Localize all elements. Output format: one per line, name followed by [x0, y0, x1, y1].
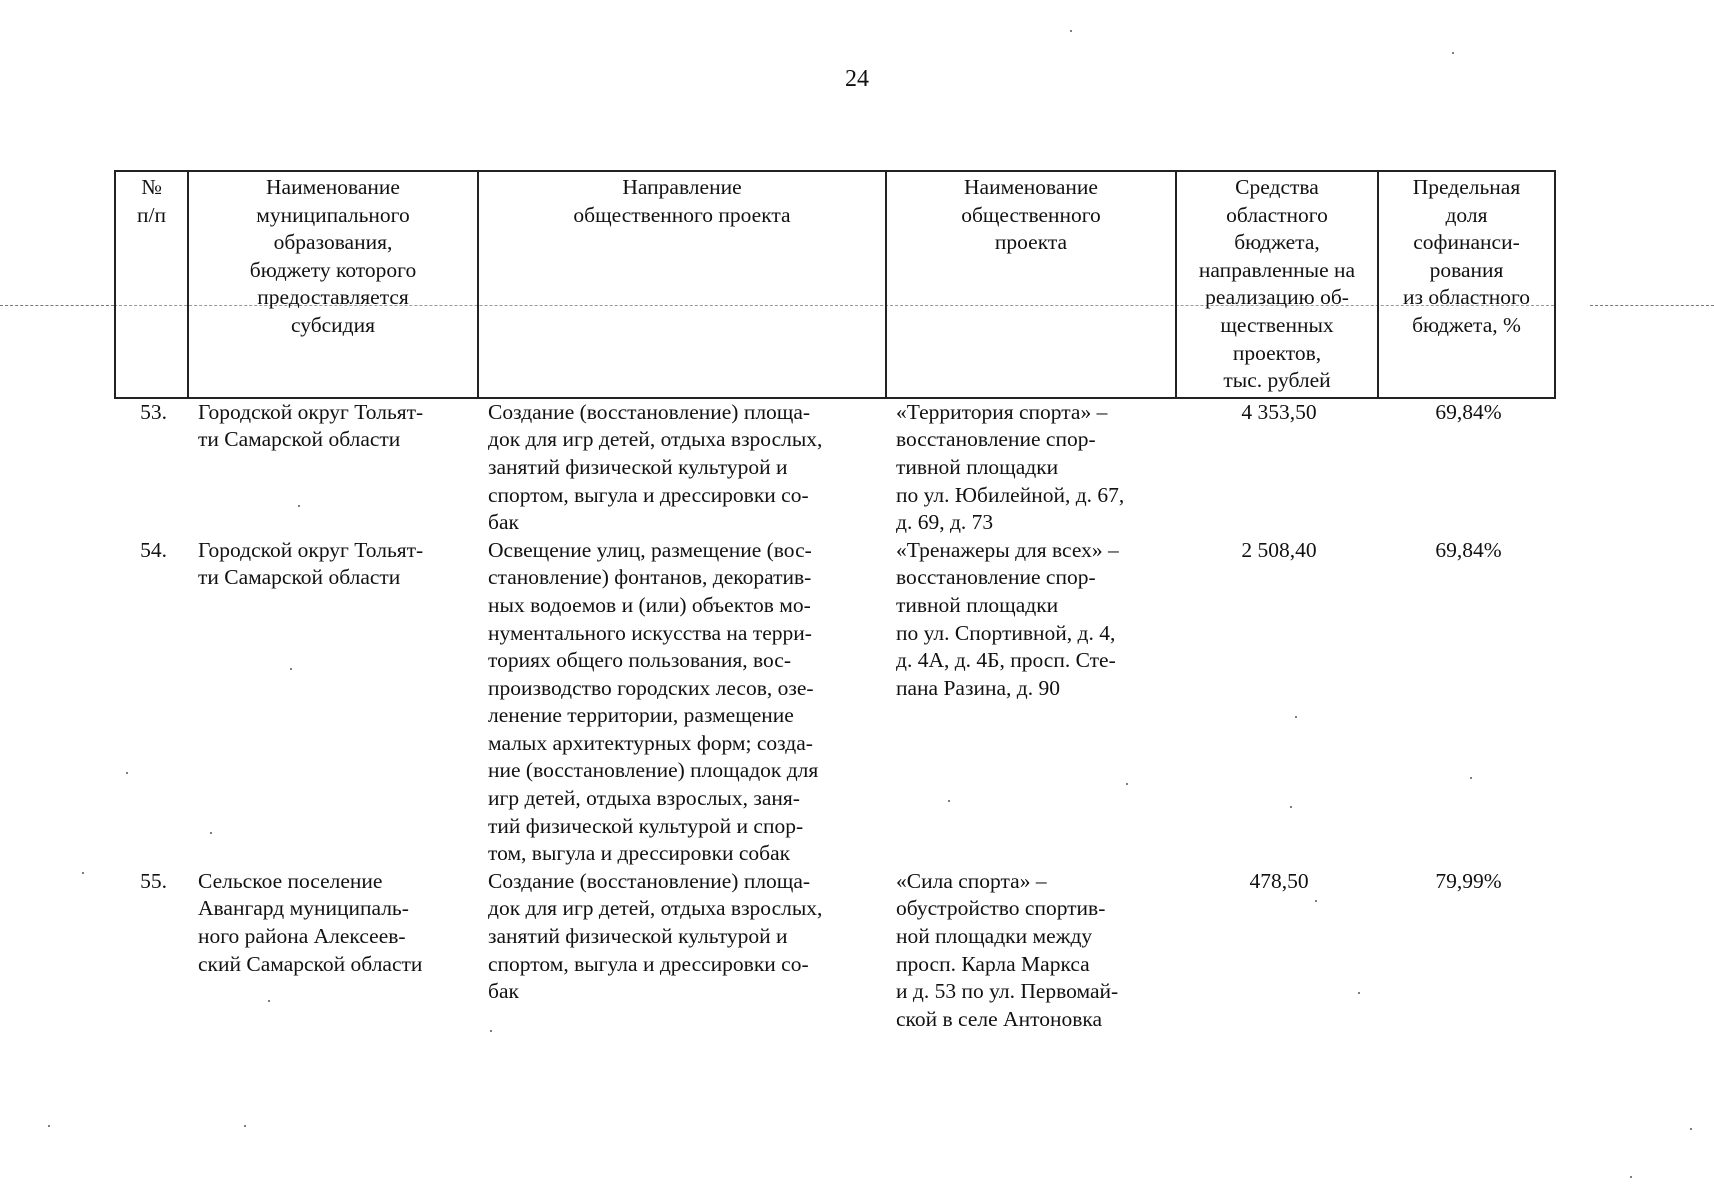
scan-speck	[290, 668, 292, 670]
row-share: 79,99%	[1435, 868, 1502, 893]
header-project-name: Наименование общественного проекта	[886, 171, 1176, 398]
row-direction: Освещение улиц, размещение (вос- становление) фонтанов, декоратив- ных водоемов и (или) объектов мо- нументального искусства на терри- ториях общего пользования, вос- производство городских лесов, озе- ленение территории, размещение малых архитектурных форм; созда- ние (восстановление) площадок для игр детей, отдыха взрослых, заня- тий физической культурой и спор- том, выгула и дрессировки собак	[488, 537, 819, 866]
scan-speck	[1315, 900, 1317, 902]
scan-speck	[244, 1125, 246, 1127]
row-amount: 4 353,50	[1241, 399, 1317, 424]
scan-speck	[490, 1030, 492, 1032]
table-header-row	[115, 171, 1555, 398]
scan-speck	[268, 1000, 270, 1002]
subsidy-table	[114, 170, 1556, 1033]
scan-speck	[1070, 30, 1072, 32]
row-project: «Территория спорта» – восстановление спор- тивной площадки по ул. Юбилейной, д. 67, д. 69, д. 73	[896, 399, 1125, 535]
scan-speck	[210, 832, 212, 834]
scan-speck	[82, 872, 84, 874]
scan-speck	[948, 800, 950, 802]
header-number: № п/п	[115, 171, 188, 398]
scan-speck	[1630, 1176, 1632, 1178]
row-share: 69,84%	[1435, 537, 1502, 562]
row-amount: 478,50	[1249, 868, 1309, 893]
table-row	[115, 398, 1555, 537]
scan-speck	[1295, 716, 1297, 718]
page-number: 24	[845, 66, 869, 92]
scan-speck	[48, 1125, 50, 1127]
scan-speck	[1126, 783, 1128, 785]
header-cofinancing-share: Предельная доля софинанси- рования из областного бюджета, %	[1378, 171, 1555, 398]
header-budget-funds: Средства областного бюджета, направленные на реализацию об- щественных проектов, тыс. рублей	[1176, 171, 1378, 398]
row-municipality: Городской округ Тольят- ти Самарской области	[198, 399, 424, 452]
header-direction: Направление общественного проекта	[478, 171, 886, 398]
scan-speck	[1690, 1128, 1692, 1130]
scan-speck	[298, 505, 300, 507]
scan-dash-line-left	[0, 305, 114, 306]
row-amount: 2 508,40	[1241, 537, 1317, 562]
row-share: 69,84%	[1435, 399, 1502, 424]
row-project: «Сила спорта» – обустройство спортив- ной площадки между просп. Карла Маркса и д. 53 по ул. Первомай- ской в селе Антоновка	[896, 868, 1119, 1031]
scan-speck	[1290, 806, 1292, 808]
row-municipality: Сельское поселение Авангард муниципаль- ного района Алексеев- ский Самарской области	[198, 868, 423, 976]
row-direction: Создание (восстановление) площа- док для игр детей, отдыха взрослых, занятий физической культурой и спортом, выгула и дрессировки со- бак	[488, 868, 823, 1004]
row-number: 53.	[140, 399, 167, 424]
row-project: «Тренажеры для всех» – восстановление спор- тивной площадки по ул. Спортивной, д. 4, д. 4А, д. 4Б, просп. Сте- пана Разина, д. 90	[896, 537, 1119, 700]
header-municipality: Наименование муниципального образования, бюджету которого предоставляется субсидия	[188, 171, 478, 398]
scan-speck	[1470, 777, 1472, 779]
scan-speck	[1358, 992, 1360, 994]
row-direction: Создание (восстановление) площа- док для игр детей, отдыха взрослых, занятий физической культурой и спортом, выгула и дрессировки со- бак	[488, 399, 823, 535]
row-number: 55.	[140, 868, 167, 893]
row-number: 54.	[140, 537, 167, 562]
scan-speck	[126, 772, 128, 774]
scan-dash-line-right	[1590, 305, 1714, 306]
table-row	[115, 537, 1555, 868]
row-municipality: Городской округ Тольят- ти Самарской области	[198, 537, 424, 590]
scan-speck	[1452, 52, 1454, 54]
table-row	[115, 868, 1555, 1034]
